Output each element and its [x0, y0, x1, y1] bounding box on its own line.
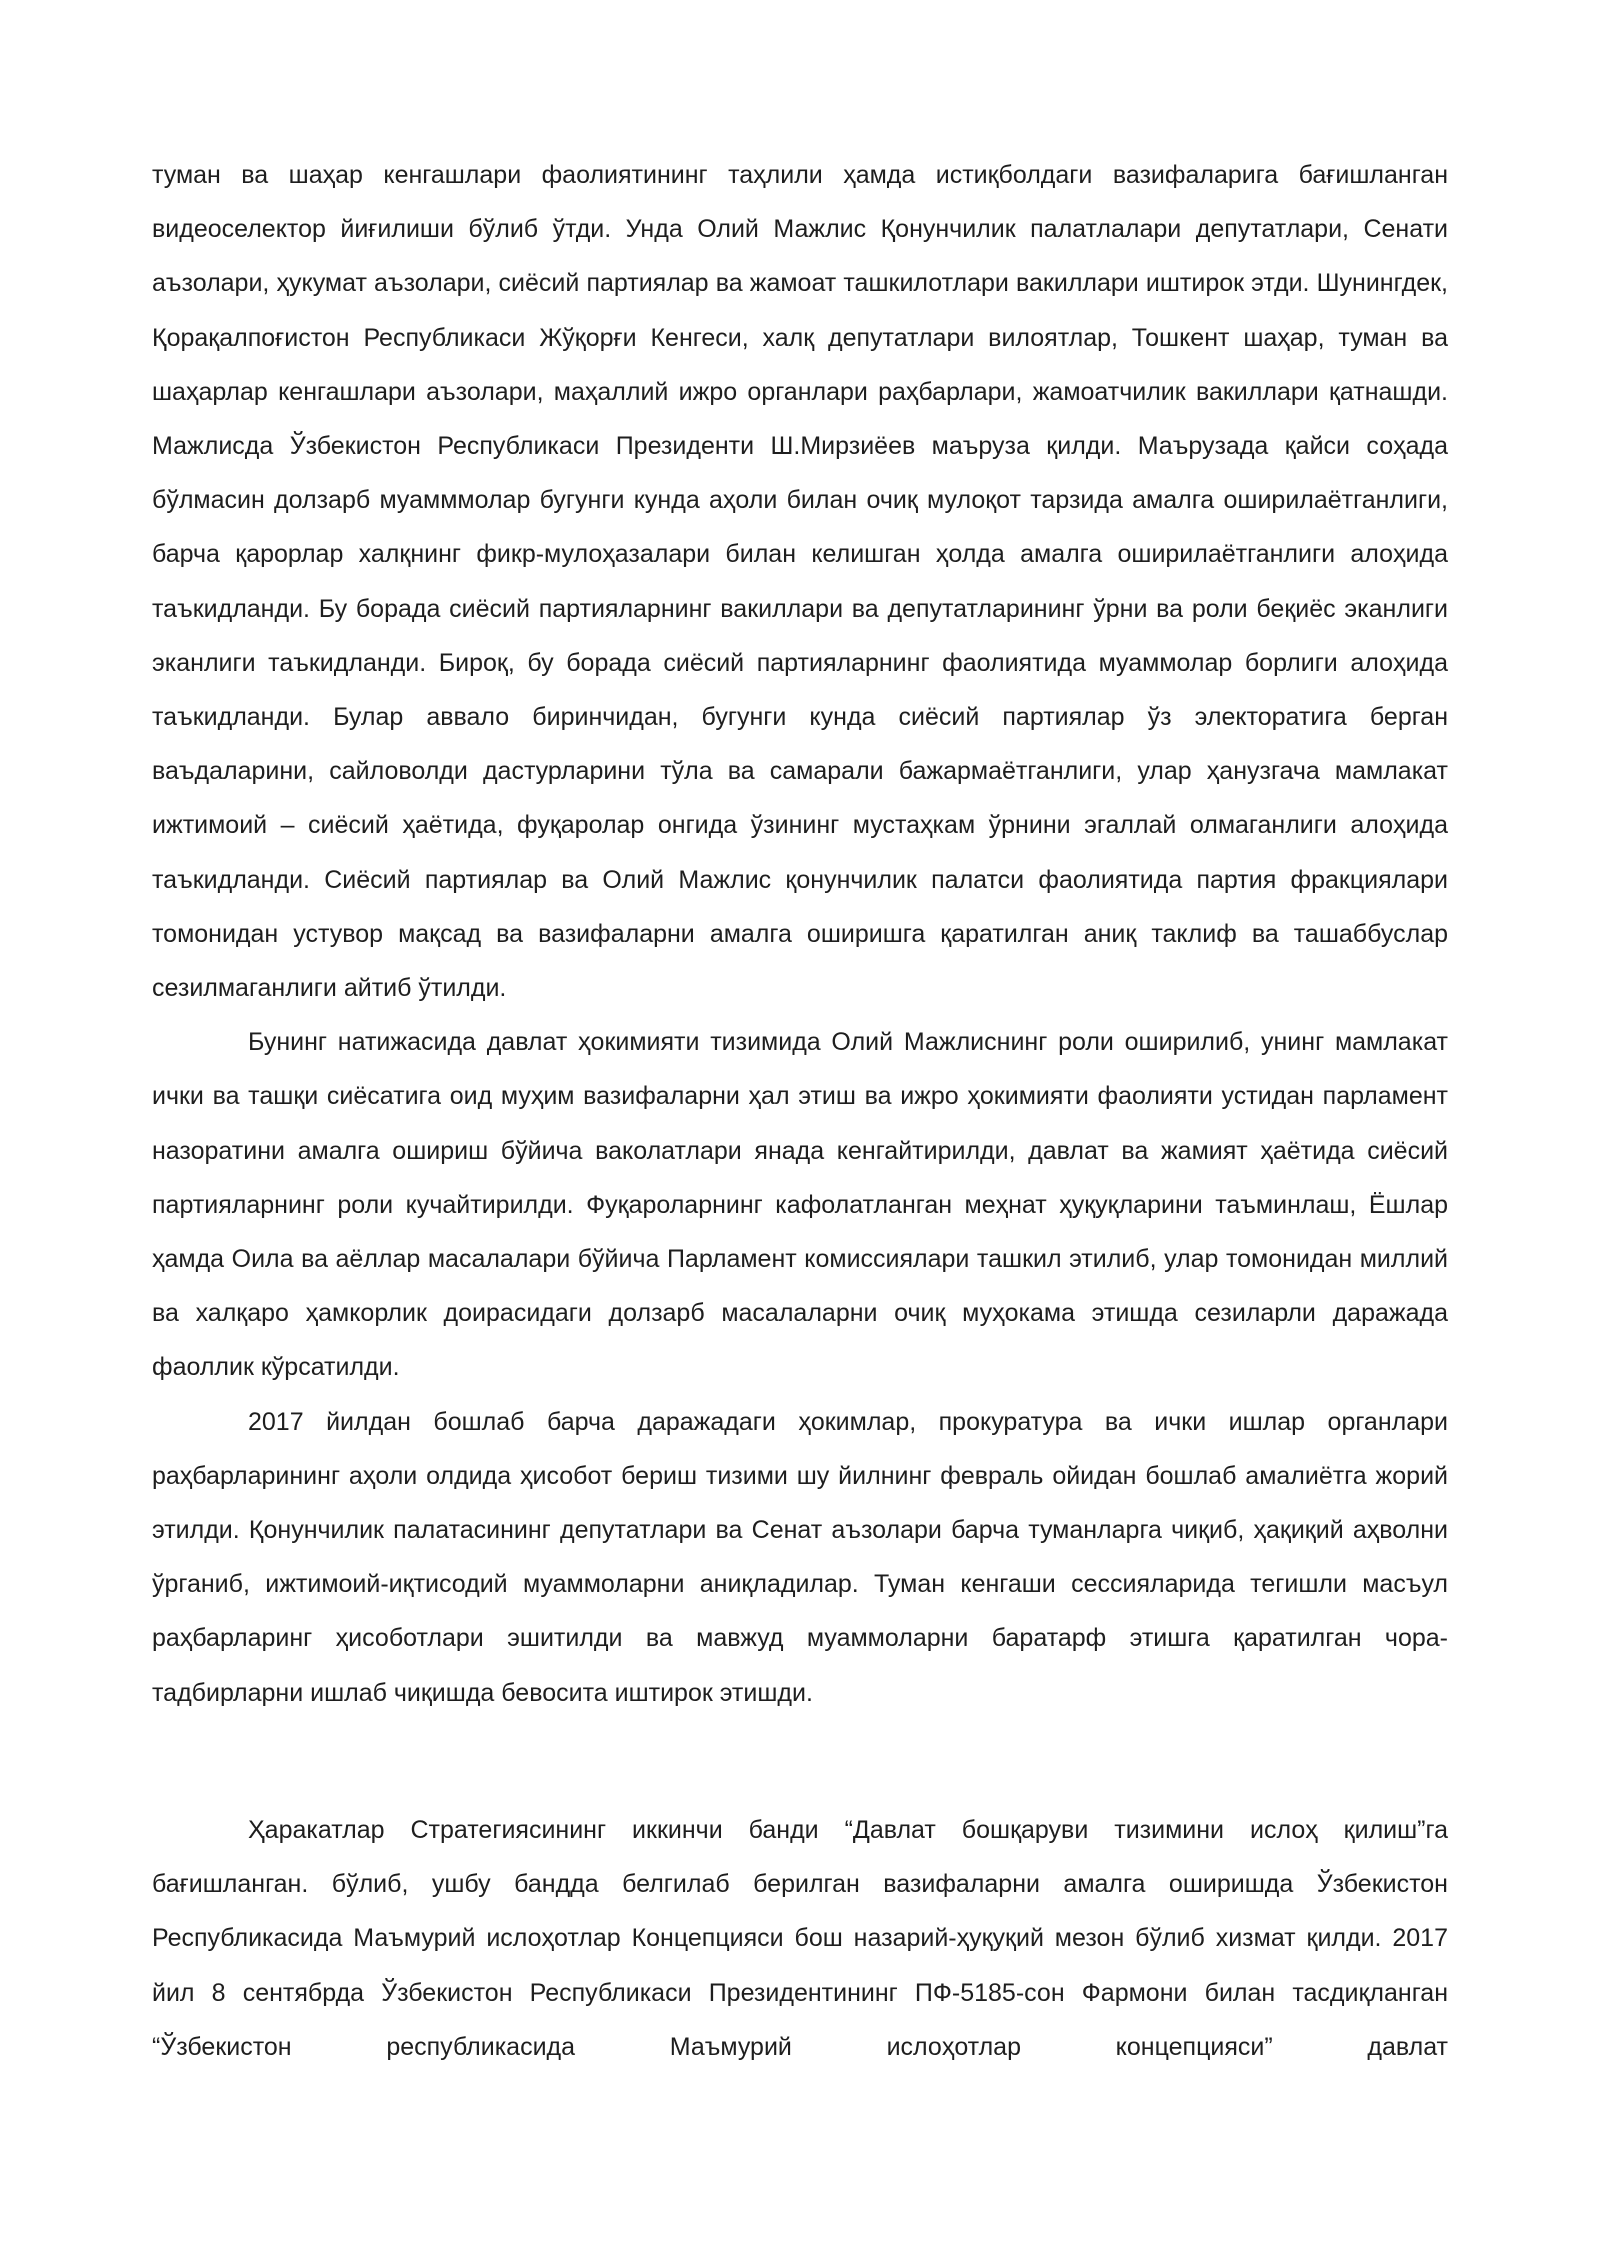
paragraph-1: туман ва шаҳар кенгашлари фаолиятининг таҳлили ҳамда истиқболдаги вазифаларига бағишланган видеоселектор йиғилиши бўлиб ўтди. Унда Олий Мажлис Қонунчилик палатлалари депутатлари, Сенати аъзолари, ҳукумат аъзолари, сиёсий партиялар ва жамоат ташкилотлари вакиллари иштирок этди. Шунингдек, Қорақалпоғистон Республикаси Жўқорғи Кенгеси, халқ депутатлари вилоятлар, Тошкент шаҳар, туман ва шаҳарлар кенгашлари аъзолари, маҳаллий ижро органлари раҳбарлари, жамоатчилик вакиллари қатнашди. Мажлисда Ўзбекистон Республикаси Президенти Ш.Мирзиёев маъруза қилди. Маърузада қайси соҳада бўлмасин долзарб муамммолар бугунги кунда аҳоли билан очиқ мулоқот тарзида амалга оширилаётганлиги, барча қарорлар халқнинг фикр-мулоҳазалари билан келишган ҳолда амалга оширилаётганлиги алоҳида таъкидланди. Бу борада сиёсий партияларнинг вакиллари ва депутатларининг ўрни ва роли беқиёс эканлиги эканлиги таъкидланди. Бироқ, бу борада сиёсий партияларнинг фаолиятида муаммолар борлиги алоҳида таъкидланди. Булар аввало биринчидан, бугунги кунда сиёсий партиялар ўз электоратига берган ваъдаларини, сайловолди дастурларини тўла ва самарали бажармаётганлиги, улар ҳанузгача мамлакат ижтимоий – сиёсий ҳаётида, фуқаролар онгида ўзининг мустаҳкам ўрнини эгаллай олмаганлиги алоҳида таъкидланди. Сиёсий партиялар ва Олий Мажлис қонунчилик палатси фаолиятида партия фракциялари томонидан устувор мақсад ва вазифаларни амалга оширишга қаратилган аниқ таклиф ва ташаббуслар сезилмаганлиги айтиб ўтилди.	[152, 161, 1448, 1003]
document-body	[152, 148, 1448, 2074]
paragraph-2: Бунинг натижасида давлат ҳокимияти тизимида Олий Мажлиснинг роли оширилиб, унинг мамлакат ички ва ташқи сиёсатига оид муҳим вазифаларни ҳал этиш ва ижро ҳокимияти фаолияти устидан парламент назоратини амалга ошириш бўйича ваколатлари янада кенгайтирилди, давлат ва жамият ҳаётида сиёсий партияларнинг роли кучайтирилди. Фуқароларнинг кафолатланган меҳнат ҳуқуқларини таъминлаш, Ёшлар ҳамда Оила ва аёллар масалалари бўйича Парламент комиссиялари ташкил этилиб, улар томонидан миллий ва халқаро ҳамкорлик доирасидаги долзарб масалаларни очиқ муҳокама этишда сезиларли даражада фаоллик кўрсатилди.	[152, 1028, 1448, 1382]
paragraph-4: Ҳаракатлар Стратегиясининг иккинчи банди “Давлат бошқаруви тизимини ислоҳ қилиш”га бағишланган. бўлиб, ушбу бандда белгилаб берилган вазифаларни амалга оширишда Ўзбекистон Республикасида Маъмурий ислоҳотлар Концепцияси бош назарий-ҳуқуқий мезон бўлиб хизмат қилди. 2017 йил 8 сентябрда Ўзбекистон Республикаси Президентининг ПФ-5185-сон Фармони билан тасдиқланган “Ўзбекистон республикасида Маъмурий ислоҳотлар концепцияси” давлат	[152, 1815, 1448, 2061]
paragraph-3: 2017 йилдан бошлаб барча даражадаги ҳокимлар, прокуратура ва ички ишлар органлари раҳбарларининг аҳоли олдида ҳисобот бериш тизими шу йилнинг февраль ойидан бошлаб амалиётга жорий этилди. Қонунчилик палатасининг депутатлари ва Сенат аъзолари барча туманларга чиқиб, ҳақиқий аҳволни ўрганиб, ижтимоий-иқтисодий муаммоларни аниқладилар. Туман кенгаши сессияларида тегишли масъул раҳбарларинг ҳисоботлари эшитилди ва мавжуд муаммоларни баратарф этишга қаратилган чора-тадбирларни ишлаб чиқишда бевосита иштирок этишди.	[152, 1407, 1448, 1707]
paragraph-spacer	[152, 1720, 1448, 1803]
